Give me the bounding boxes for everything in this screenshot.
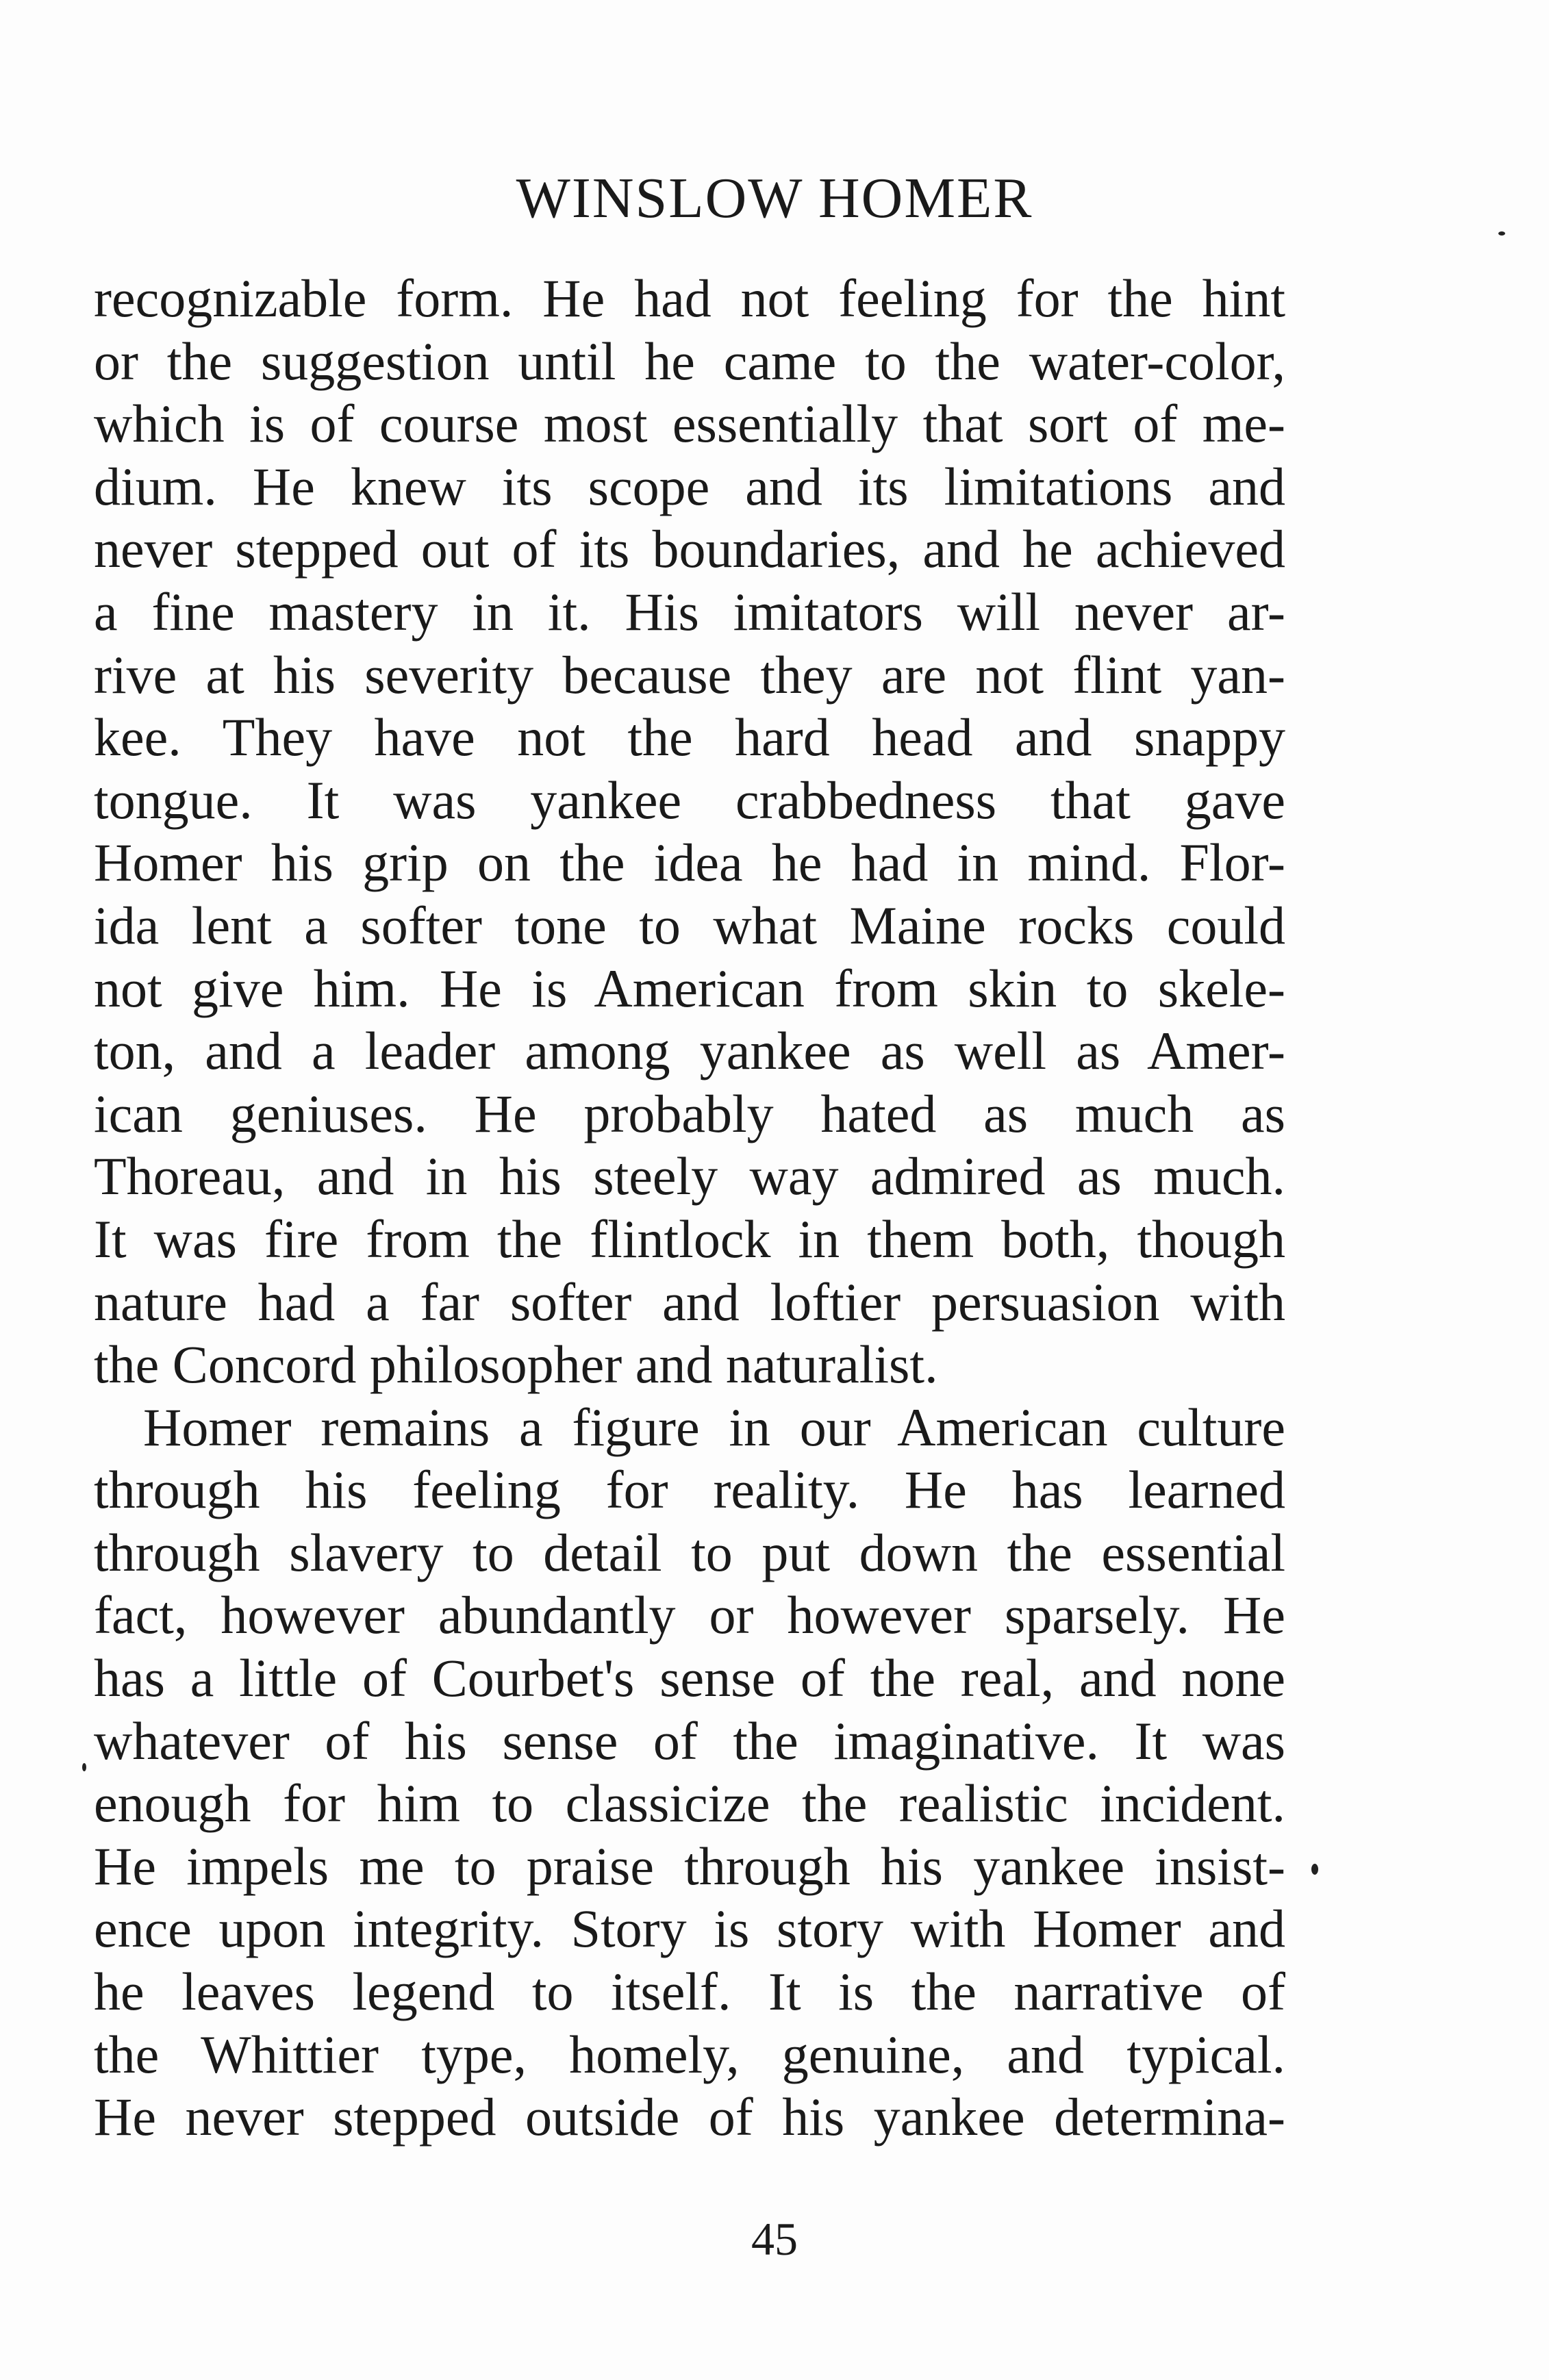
text-line: never stepped out of its boundaries, and he achieved [94, 519, 1285, 579]
text-line: or the suggestion until he came to the water-color, [94, 331, 1285, 391]
text-line: Homer his grip on the idea he had in mind. Flor- [94, 833, 1285, 893]
text-line: Thoreau, and in his steely way admired as much. [94, 1146, 1285, 1206]
text-line: rive at his severity because they are not flint yan- [94, 644, 1285, 705]
text-line: kee. They have not the hard head and snappy [94, 707, 1285, 768]
text-line: ence upon integrity. Story is story with Homer and [94, 1899, 1285, 1959]
text-line: ida lent a softer tone to what Maine rocks could [94, 895, 1285, 955]
text-line: enough for him to classicize the realistic incident. [94, 1773, 1285, 1834]
text-line: recognizable form. He had not feeling for the hint [94, 268, 1285, 328]
print-speck-mark [1498, 231, 1505, 236]
text-line: ican geniuses. He probably hated as much as [94, 1083, 1285, 1143]
text-line: he leaves legend to itself. It is the narrative of [94, 1962, 1285, 2022]
running-head-title: WINSLOW HOMER [516, 166, 1033, 230]
text-line: fact, however abundantly or however sparsely. He [94, 1585, 1285, 1645]
text-line: ton, and a leader among yankee as well as Amer- [94, 1021, 1285, 1081]
text-line: whatever of his sense of the imaginative. It was [94, 1710, 1285, 1771]
paragraph-2 [94, 1396, 1285, 2149]
print-speck-mark [82, 1763, 86, 1771]
text-line: It was fire from the flintlock in them both, though [94, 1208, 1285, 1269]
text-line: which is of course most essentially that sort of me- [94, 394, 1285, 454]
text-line: has a little of Courbet's sense of the real, and none [94, 1648, 1285, 1708]
print-speck-mark [1311, 1864, 1318, 1875]
text-line: tongue. It was yankee crabbedness that gave [94, 770, 1285, 830]
text-line: not give him. He is American from skin to skele- [94, 958, 1285, 1018]
text-line: nature had a far softer and loftier persuasion with [94, 1271, 1285, 1332]
text-line: the Concord philosopher and naturalist. [94, 1334, 938, 1395]
paragraph-1 [94, 267, 1285, 1396]
page-number: 45 [751, 2213, 798, 2265]
text-line: through slavery to detail to put down the essential [94, 1522, 1285, 1582]
text-line: Homer remains a figure in our American culture [143, 1397, 1285, 1457]
text-line: He never stepped outside of his yankee determina- [94, 2087, 1285, 2147]
body-text [94, 267, 1285, 2149]
text-line: through his feeling for reality. He has learned [94, 1460, 1285, 1520]
text-line: the Whittier type, homely, genuine, and typical. [94, 2024, 1285, 2084]
text-line: dium. He knew its scope and its limitations and [94, 456, 1285, 516]
text-line: a fine mastery in it. His imitators will never ar- [94, 581, 1285, 642]
text-line: He impels me to praise through his yankee insist- [94, 1836, 1285, 1896]
